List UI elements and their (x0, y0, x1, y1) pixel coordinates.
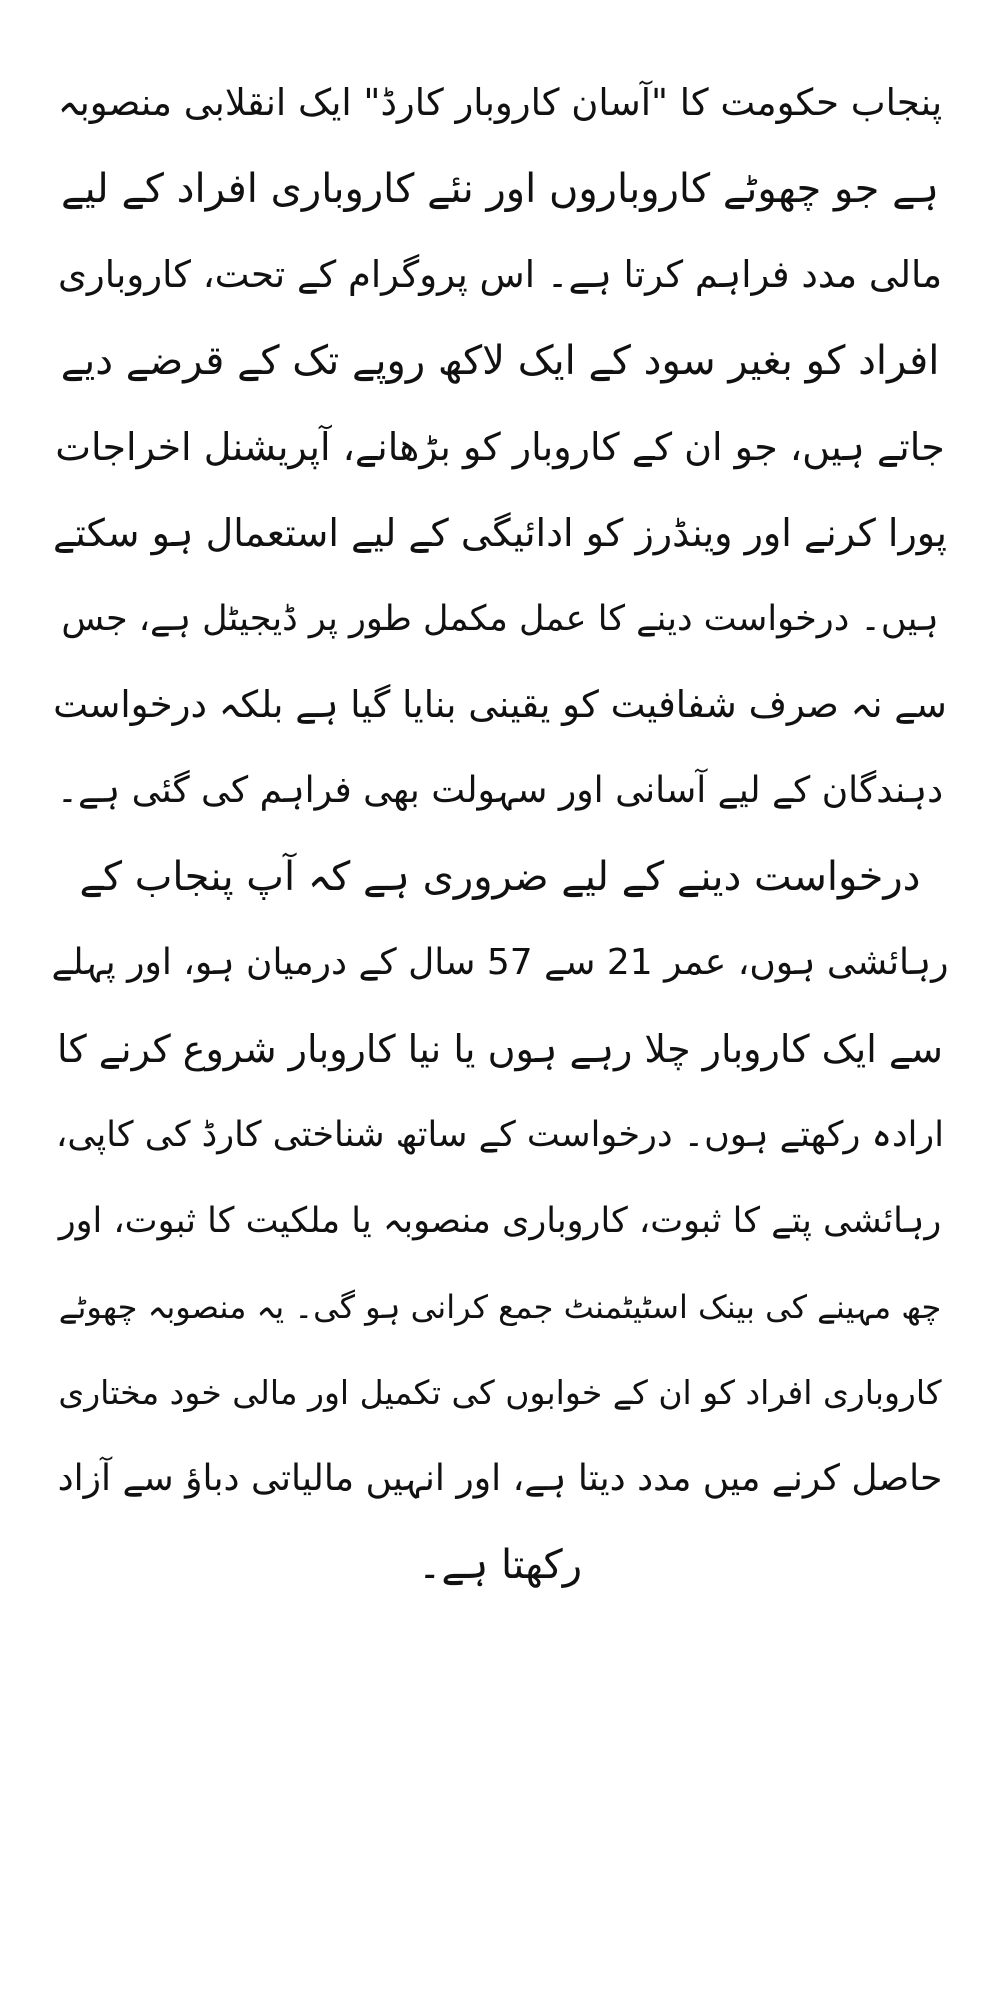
article-body (50, 60, 950, 1608)
text-line: ہیں۔ درخواست دینے کا عمل مکمل طور پر ڈیجیٹل ہے، جس (61, 599, 939, 639)
text-line: پورا کرنے اور وینڈرز کو ادائیگی کے لیے استعمال ہو سکتے (52, 511, 948, 555)
text-line: افراد کو بغیر سود کے ایک لاکھ روپے تک کے قرضے دیے (60, 338, 940, 384)
text-line: مالی مدد فراہم کرتا ہے۔ اس پروگرام کے تحت، کاروباری (57, 253, 943, 296)
text-line: رکھتا ہے۔ (417, 1542, 583, 1588)
text-line: رہائشی پتے کا ثبوت، کاروباری منصوبہ یا ملکیت کا ثبوت، اور (58, 1201, 942, 1241)
text-line: چھ مہینے کی بینک اسٹیٹمنٹ جمع کرانی ہو گی۔ یہ منصوبہ چھوٹے (58, 1288, 942, 1326)
text-line: ارادہ رکھتے ہوں۔ درخواست کے ساتھ شناختی کارڈ کی کاپی، (56, 1115, 944, 1155)
text-line: ہے جو چھوٹے کاروباروں اور نئے کاروباری افراد کے لیے (61, 166, 939, 212)
text-line: سے نہ صرف شفافیت کو یقینی بنایا گیا ہے بلکہ درخواست (53, 683, 947, 726)
text-line: حاصل کرنے میں مدد دیتا ہے، اور انہیں مالیاتی دباؤ سے آزاد (57, 1458, 943, 1499)
text-line: درخواست دینے کے لیے ضروری ہے کہ آپ پنجاب کے (79, 854, 921, 900)
text-line: کاروباری افراد کو ان کے خوابوں کی تکمیل اور مالی خود مختاری (58, 1373, 942, 1412)
text-line: دہندگان کے لیے آسانی اور سہولت بھی فراہم کی گئی ہے۔ (56, 770, 944, 811)
text-line: رہائشی ہوں، عمر 21 سے 57 سال کے درمیان ہو، اور پہلے (51, 942, 949, 983)
text-line: پنجاب حکومت کا "آسان کاروبار کارڈ" ایک انقلابی منصوبہ (57, 81, 943, 124)
text-line: سے ایک کاروبار چلا رہے ہوں یا نیا کاروبار شروع کرنے کا (57, 1027, 943, 1071)
text-line: جاتے ہیں، جو ان کے کاروبار کو بڑھانے، آپریشنل اخراجات (55, 425, 945, 469)
